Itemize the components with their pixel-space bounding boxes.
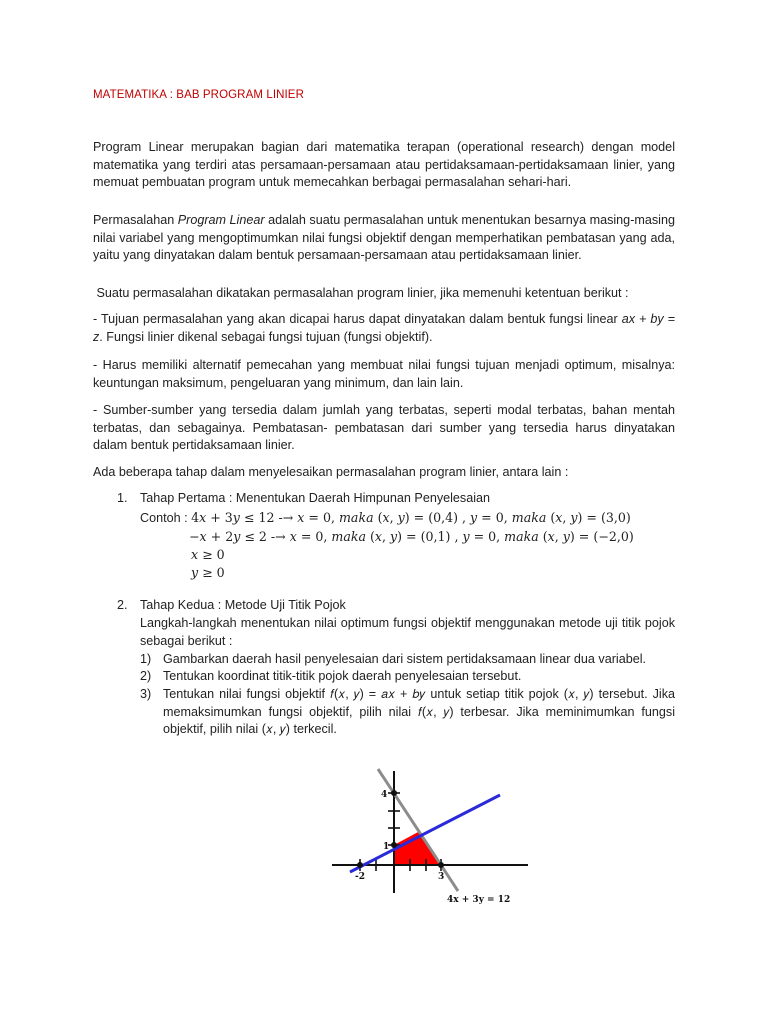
paragraph-definition: Permasalahan Program Linear adalah suatu permasalahan untuk menentukan besarnya masing-masing nilai variabel yang mengoptimumkan nilai fungsi objektif dengan memperhatikan pembatasan yang ada, yaitu yang dinyatakan dalam bentuk persamaan-persamaan atau pertidaksamaan linier. <box>93 213 675 263</box>
point-neg2-0 <box>357 862 363 868</box>
constraint-line-4x-3y <box>378 769 458 891</box>
paragraph-conditions: Suatu permasalahan dikatakan permasalahan program linier, jika memenuhi ketentuan berikut : <box>93 286 629 300</box>
point-0-1 <box>391 842 397 848</box>
substep-3: 3) Tentukan nilai fungsi objektif 𝑓(𝑥, 𝑦) = 𝑎𝑥 + 𝑏𝑦 untuk setiap titik pojok (𝑥, 𝑦) tersebut. Jika memaksimumkan fungsi objektif, pilih nilai 𝑓(𝑥, 𝑦) terbesar. Jika meminimumkan fungsi objektif, pilih nilai (𝑥, 𝑦) terkecil. <box>140 687 675 737</box>
point-0-4 <box>391 790 397 796</box>
document-page: MATEMATIKA : BAB PROGRAM LINIER Program Linear merupakan bagian dari matematika terapan (operational research) dengan model matematika yang terdiri atas persamaan-persamaan atau pertidaksamaan-pertidaksamaan linier, yang memuat pembuatan program untuk memecahkan berbagai permasalahan sehari-hari. Permasalahan Program Linear adalah suatu permasalahan untuk menentukan besarnya masing-masing nilai variabel yang mengoptimumkan nilai fungsi objektif dengan memperhatikan pembatasan yang ada, yaitu yang dinyatakan dalam bentuk persamaan-persamaan atau pertidaksamaan linier. Suatu permasalahan dikatakan permasalahan program linier, jika memenuhi ketentuan berikut : - Tujuan permasalahan yang akan dicapai harus dapat dinyatakan dalam bentuk fungsi linear ax + by = z. Fungsi linier dikenal sebagai fungsi tujuan (fungsi objektif). - Harus memiliki alternatif pemecahan yang membuat nilai fungsi tujuan menjadi optimum, misalnya: keuntungan maksimum, pengeluaran yang minimum, dan lain lain. - Sumber-sumber yang tersedia dalam jumlah yang terbatas, seperti modal terbatas, bahan mentah terbatas, dan sebagainya. Pembatasan- pembatasan dari sumber yang tersedia harus dinyatakan dalam bentuk pertidaksamaan linier. Ada beberapa tahap dalam menyelesaikan permasalahan program linier, antara lain : 1. Tahap Pertama : Menentukan Daerah Himpunan Penyelesaian Contoh : 4𝑥 + 3𝑦 ≤ 12 -→ 𝑥 = 0, 𝑚𝑎𝑘𝑎 (𝑥, 𝑦) = (0,4) , 𝑦 = 0, 𝑚𝑎𝑘𝑎 (𝑥, 𝑦) = (3,0) −𝑥 + 2𝑦 ≤ 2 -→ 𝑥 = 0, 𝑚𝑎𝑘𝑎 (𝑥, 𝑦) = (0,1) , 𝑦 = 0, 𝑚𝑎𝑘𝑎 (𝑥, 𝑦) = (−2,0) 𝑥 ≥ 0 𝑦 ≥ 0 2. Tahap Kedua : Metode Uji Titik Pojok Langkah-langkah menentukan nilai optimum fungsi objektif menggunakan metode uji titik pojok sebagai berikut : 1) Gambarkan daerah hasil penyelesaian dari sistem pertidaksamaan linear dua variabel. 2) Tentukan koordinat titik-titik pojok daerah penyelesaian tersebut. 3) Tentukan nilai fungsi objektif 𝑓(𝑥, 𝑦) = 𝑎𝑥 + 𝑏𝑦 untuk setiap titik pojok (𝑥, 𝑦) tersebut. Jika memaksimumkan fungsi objektif, pilih nilai 𝑓(𝑥, 𝑦) terbesar. Jika meminimumkan fungsi objektif, pilih nilai (𝑥, 𝑦) terkecil. 4 1 -2 3 4x + 3y = 12 <box>0 0 768 1024</box>
feasible-region-graph <box>330 765 535 915</box>
paragraph-stages: Ada beberapa tahap dalam menyelesaikan permasalahan program linier, antara lain : <box>93 465 569 479</box>
label-3: 3 <box>438 872 445 882</box>
paragraph-condition-1: - Tujuan permasalahan yang akan dicapai harus dapat dinyatakan dalam bentuk fungsi linear ax + by = z. Fungsi linier dikenal sebagai fungsi tujuan (fungsi objektif). <box>93 312 675 344</box>
label-neg2: -2 <box>355 872 365 882</box>
paragraph-condition-2: - Harus memiliki alternatif pemecahan yang membuat nilai fungsi tujuan menjadi optimum, misalnya: keuntungan maksimum, pengeluaran yang minimum, dan lain lain. <box>93 358 675 390</box>
example-line-2: −𝑥 + 2𝑦 ≤ 2 -→ 𝑥 = 0, 𝑚𝑎𝑘𝑎 (𝑥, 𝑦) = (0,1) , 𝑦 = 0, 𝑚𝑎𝑘𝑎 (𝑥, 𝑦) = (−2,0) <box>189 529 634 544</box>
example-line-4: 𝑦 ≥ 0 <box>191 565 225 580</box>
equation-label: 4x + 3y = 12 <box>447 895 511 905</box>
label-4: 4 <box>381 790 388 800</box>
example-line-3: 𝑥 ≥ 0 <box>191 547 225 562</box>
emphasis-program-linear: Program Linear <box>177 213 265 227</box>
point-3-0 <box>438 862 444 868</box>
page-title: MATEMATIKA : BAB PROGRAM LINIER <box>93 89 304 101</box>
example-line-1: Contoh : 4𝑥 + 3𝑦 ≤ 12 -→ 𝑥 = 0, 𝑚𝑎𝑘𝑎 (𝑥, 𝑦) = (0,4) , 𝑦 = 0, 𝑚𝑎𝑘𝑎 (𝑥, 𝑦) = (3,0) <box>140 510 631 525</box>
formula-objective: ax + by = z <box>93 312 675 344</box>
paragraph-condition-3: - Sumber-sumber yang tersedia dalam jumlah yang terbatas, seperti modal terbatas, bahan mentah terbatas, dan sebagainya. Pembatasan- pembatasan dari sumber yang tersedia harus dinyatakan dalam bentuk pertidaksamaan linier. <box>93 403 675 453</box>
label-1: 1 <box>383 842 390 852</box>
step-2-intro: Langkah-langkah menentukan nilai optimum fungsi objektif menggunakan metode uji titik pojok sebagai berikut : <box>140 616 675 648</box>
step-2-title: Tahap Kedua : Metode Uji Titik Pojok <box>140 598 346 612</box>
step-1-title: Tahap Pertama : Menentukan Daerah Himpunan Penyelesaian <box>140 491 491 505</box>
paragraph-intro: Program Linear merupakan bagian dari matematika terapan (operational research) dengan model matematika yang terdiri atas persamaan-persamaan atau pertidaksamaan-pertidaksamaan linier, yang memuat pembuatan program untuk memecahkan berbagai permasalahan sehari-hari. <box>93 140 675 190</box>
